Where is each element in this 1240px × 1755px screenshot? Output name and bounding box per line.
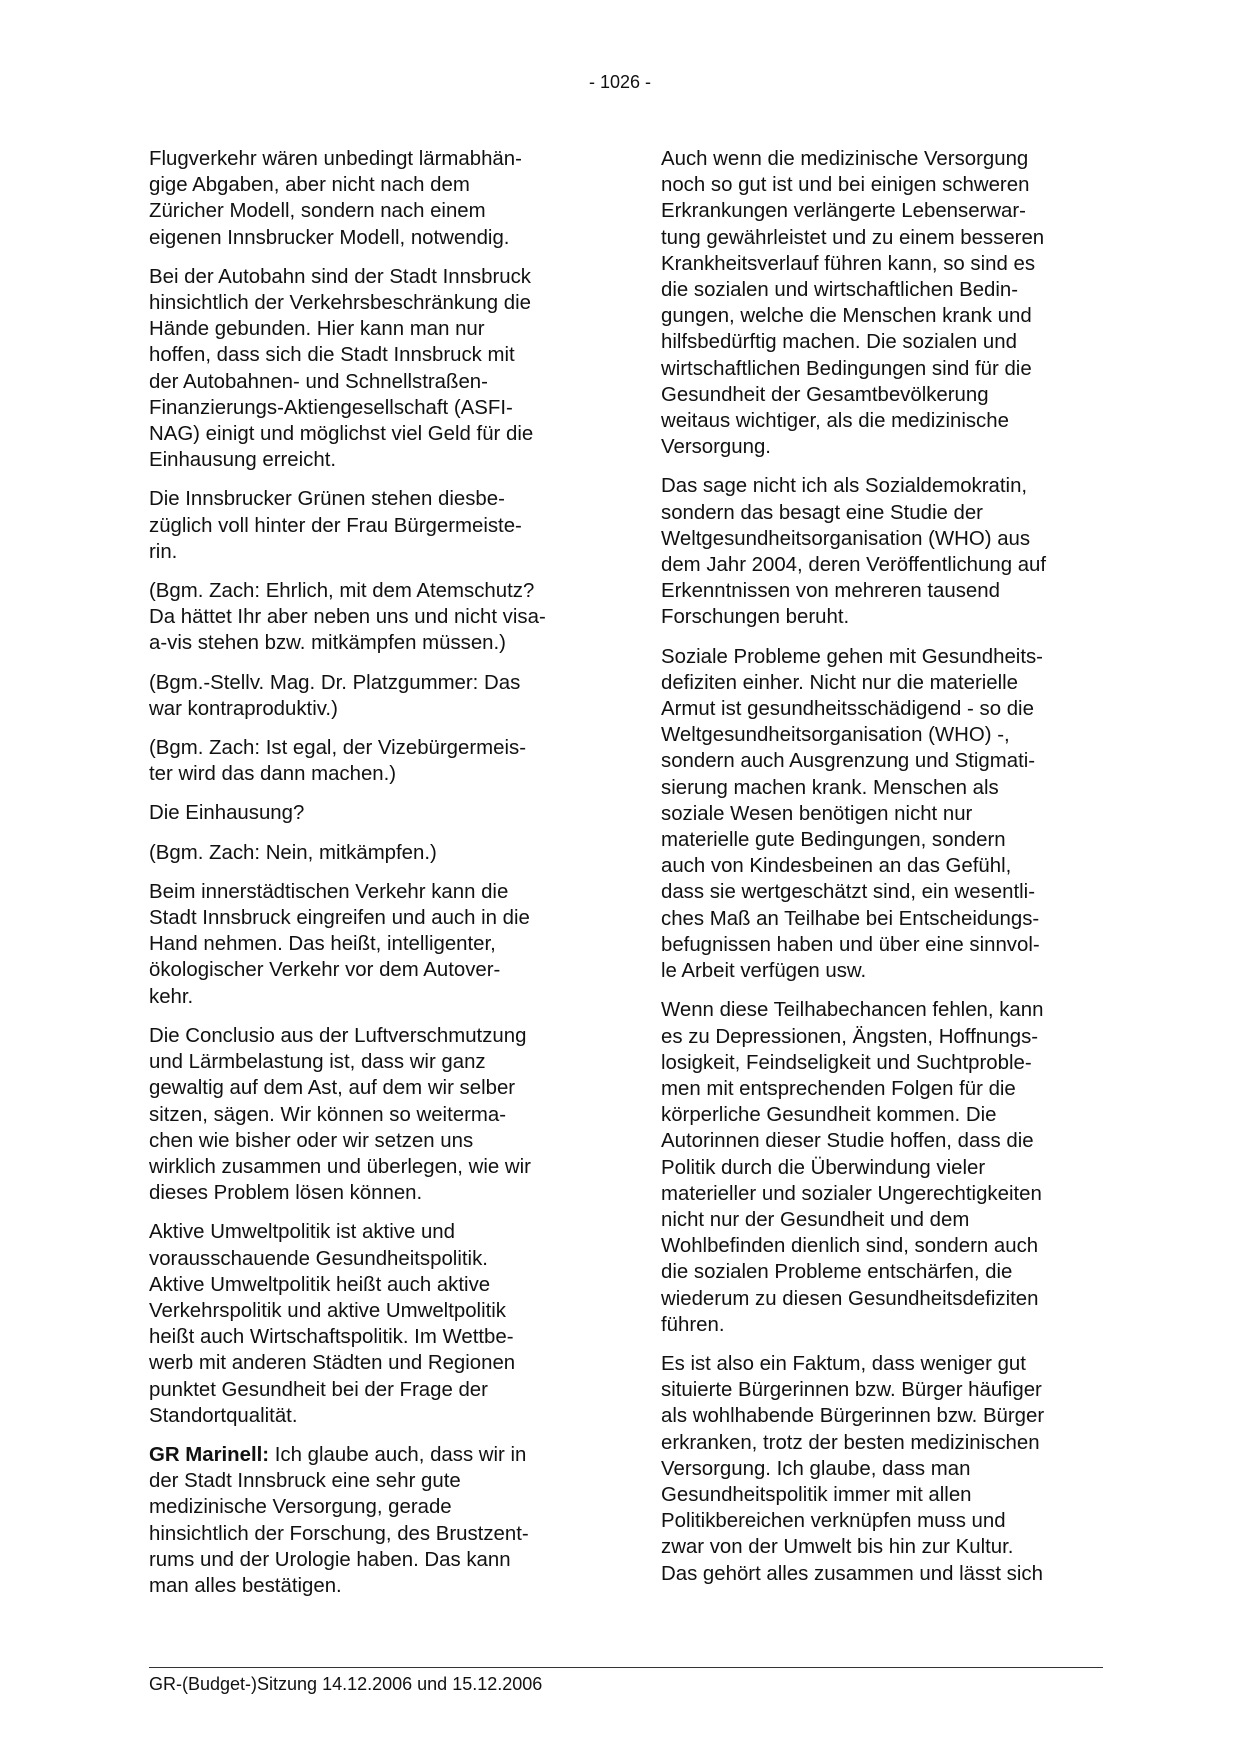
paragraph: Aktive Umweltpolitik ist aktive und vorausschauende Gesundheitspolitik. Aktive Umweltpolitik heißt auch aktive Verkehrspolitik und aktive Umweltpolitik heißt auch Wirtschaftspolitik. Im Wettbe- werb mit anderen Städten und Regionen punktet Gesundheit bei der Frage der Standortqualität. — [149, 1221, 516, 1427]
paragraph: Auch wenn die medizinische Versorgung noch so gut ist und bei einigen schweren Erkrankungen verlängerte Lebenserwar- tung gewährleistet und zu einem besseren Krankheitsverlauf führen kann, so sind es die sozialen und wirtschaftlichen Bedin- gungen, welche die Menschen krank und hilfsbedürftig machen. Die sozialen und wirtschaftlichen Bedingungen sind für die Gesundheit der Gesamtbevölkerung weitaus wichtiger, als die medizinische Versorgung. — [661, 148, 1045, 459]
interjection: (Bgm.-Stellv. Mag. Dr. Platzgummer: Das war kontraproduktiv.) — [149, 671, 521, 720]
paragraph: Bei der Autobahn sind der Stadt Innsbruck hinsichtlich der Verkehrsbeschränkung die Hände gebunden. Hier kann man nur hoffen, dass sich die Stadt Innsbruck mit der Autobahnen- und Schnellstraßen- Finanzierungs-Aktiengesellschaft (ASFI- NAG) einigt und möglichst viel Geld für die Einhausung erreicht. — [149, 265, 534, 472]
paragraph: Das sage nicht ich als Sozialdemokratin, sondern das besagt eine Studie der Weltgesundheitsorganisation (WHO) aus dem Jahr 2004, deren Veröffentlichung auf Erkenntnissen von mehreren tausend Forschungen beruht. — [661, 475, 1047, 629]
speaker-name: GR Marinell: — [149, 1443, 270, 1466]
paragraph: Die Innsbrucker Grünen stehen diesbe- züglich voll hinter der Frau Bürgermeiste- rin. — [149, 488, 522, 563]
paragraph: Soziale Probleme gehen mit Gesundheits- defiziten einher. Nicht nur die materielle Armut ist gesundheitsschädigend - so die Weltgesundheitsorganisation (WHO) -, sondern auch Ausgrenzung und Stigmati- sierung machen krank. Menschen als soziale Wesen benötigen nicht nur materielle gute Bedingungen, sondern auch von Kindesbeinen an das Gefühl, dass sie wertgeschätzt sind, ein wesentli- ches Maß an Teilhabe bei Entscheidungs- befugnissen haben und über eine sinnvol- le Arbeit verfügen usw. — [661, 645, 1043, 983]
paragraph: Die Conclusio aus der Luftverschmutzung und Lärmbelastung ist, dass wir ganz gewaltig auf dem Ast, auf dem wir selber sitzen, sägen. Wir können so weiterma- chen wie bisher oder wir setzen uns wirklich zusammen und überlegen, wie wir dieses Problem lösen können. — [149, 1024, 531, 1205]
paragraph: Die Einhausung? — [149, 802, 305, 825]
speaker-paragraph — [149, 1442, 589, 1599]
interjection: (Bgm. Zach: Nein, mitkämpfen.) — [149, 841, 437, 864]
paragraph: Beim innerstädtischen Verkehr kann die Stadt Innsbruck eingreifen und auch in die Hand nehmen. Das heißt, intelligenter, ökologischer Verkehr vor dem Autover- kehr. — [149, 880, 530, 1008]
interjection: (Bgm. Zach: Ist egal, der Vizebürgermeis- ter wird das dann machen.) — [149, 737, 526, 786]
paragraph: Wenn diese Teilhabechancen fehlen, kann es zu Depressionen, Ängsten, Hoffnungs- losigkeit, Feindseligkeit und Suchtproble- men mit entsprechenden Folgen für die körperliche Gesundheit kommen. Die Autorinnen dieser Studie hoffen, dass die Politik durch die Überwindung vieler materieller und sozialer Ungerechtigkeiten nicht nur der Gesundheit und dem Wohlbefinden dienlich sind, sondern auch die sozialen Probleme entschärfen, die wiederum zu diesen Gesundheitsdefiziten führen. — [661, 999, 1044, 1336]
page-number: - 1026 - — [588, 72, 652, 92]
right-column — [661, 146, 1101, 1600]
footer-divider — [149, 1667, 1103, 1668]
interjection: (Bgm. Zach: Ehrlich, mit dem Atemschutz? Da hättet Ihr aber neben uns und nicht visa- a-vis stehen bzw. mitkämpfen müssen.) — [149, 580, 546, 655]
paragraph: Flugverkehr wären unbedingt lärmabhän- gige Abgaben, aber nicht nach dem Züricher Modell, sondern nach einem eigenen Innsbrucker Modell, notwendig. — [149, 148, 522, 249]
left-column — [149, 146, 589, 1612]
speaker-text: Ich glaube auch, dass wir in der Stadt Innsbruck eine sehr gute medizinische Versorgung, gerade hinsichtlich der Forschung, des Brustzent- rums und der Urologie haben. Das kann man alles bestätigen. — [149, 1443, 529, 1597]
paragraph: Es ist also ein Faktum, dass weniger gut situierte Bürgerinnen bzw. Bürger häufiger als wohlhabende Bürgerinnen bzw. Bürger erkranken, trotz der besten medizinischen Versorgung. Ich glaube, dass man Gesundheitspolitik immer mit allen Politikbereichen verknüpfen muss und zwar von der Umwelt bis hin zur Kultur. Das gehört alles zusammen und lässt sich — [661, 1352, 1045, 1585]
footer-text: GR-(Budget-)Sitzung 14.12.2006 und 15.12.2006 — [149, 1674, 543, 1694]
